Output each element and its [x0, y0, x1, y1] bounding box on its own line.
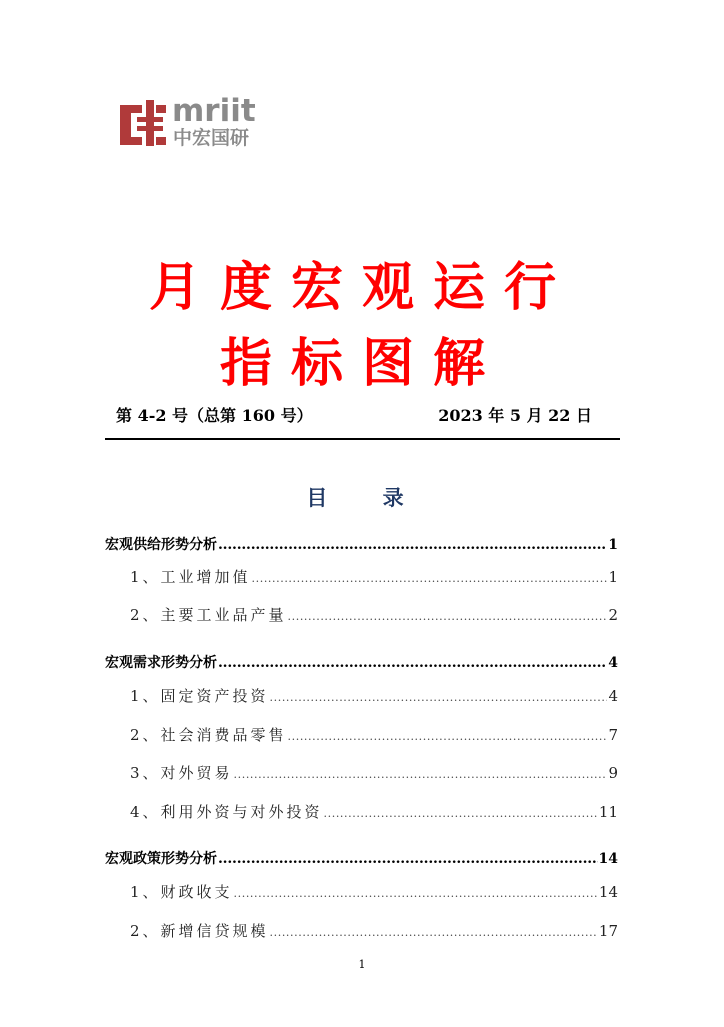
toc-leader: [324, 807, 598, 820]
toc-entry-label: 宏观需求形势分析: [105, 655, 217, 671]
toc-entry[interactable]: [105, 685, 618, 706]
toc-heading: 目 录: [306, 486, 428, 510]
toc-entry-page: 14: [598, 851, 618, 867]
brand-logo: [118, 93, 268, 153]
toc-leader: [252, 572, 608, 585]
toc-entry[interactable]: [105, 724, 618, 745]
logo-chinese-name: 中宏国研: [173, 127, 250, 149]
toc-entry-page: 7: [608, 726, 618, 744]
toc-entry[interactable]: [105, 566, 618, 587]
toc-leader: [234, 768, 608, 781]
toc-entry[interactable]: [105, 801, 618, 822]
toc-entry-page: 2: [608, 606, 618, 624]
toc-entry[interactable]: [105, 762, 618, 783]
toc-leader: [218, 655, 607, 671]
toc-entry-page: 1: [608, 568, 618, 586]
report-title-line1: 月度宏观运行: [148, 258, 575, 318]
toc-entry-label: 2、新增信贷规模: [130, 922, 269, 940]
toc-entry-label: 4、利用外资与对外投资: [130, 803, 323, 821]
toc-entry-page: 4: [608, 687, 618, 705]
toc-entry-label: 宏观供给形势分析: [105, 537, 217, 553]
toc-leader: [218, 537, 607, 553]
toc-entry[interactable]: [105, 881, 618, 902]
toc-leader: [288, 610, 608, 623]
toc-entry-page: 11: [598, 803, 618, 821]
toc-entry[interactable]: [105, 604, 618, 625]
toc-entry-label: 3、对外贸易: [130, 764, 233, 782]
toc-leader: [270, 926, 598, 939]
toc-entry-label: 2、社会消费品零售: [130, 726, 287, 744]
toc-entry[interactable]: [105, 652, 618, 672]
toc-leader: [270, 691, 608, 704]
toc-entry-label: 宏观政策形势分析: [105, 851, 217, 867]
toc-leader: [218, 851, 598, 867]
toc-leader: [234, 887, 598, 900]
logo-wordmark: mriit: [172, 93, 256, 129]
toc-entry-label: 1、财政收支: [130, 883, 233, 901]
toc-entry-label: 1、固定资产投资: [130, 687, 269, 705]
toc-entry-page: 17: [598, 922, 618, 940]
header-divider: [105, 438, 620, 440]
toc-leader: [288, 730, 608, 743]
logo-mark-icon: [118, 97, 168, 149]
toc-entry-page: 9: [608, 764, 618, 782]
page-number: 1: [358, 958, 366, 971]
issue-number: 第 4-2 号（总第 160 号）: [116, 406, 313, 425]
report-title-line2: 指标图解: [219, 334, 504, 394]
issue-date: 2023 年 5 月 22 日: [438, 406, 592, 425]
toc-entry[interactable]: [105, 920, 618, 941]
toc-entry[interactable]: [105, 848, 618, 868]
toc-entry-page: 1: [608, 537, 618, 553]
toc-entry-label: 2、主要工业品产量: [130, 606, 287, 624]
toc-entry-label: 1、工业增加值: [130, 568, 251, 586]
toc-entry-page: 4: [608, 655, 618, 671]
toc-entry[interactable]: [105, 534, 618, 554]
toc-entry-page: 14: [598, 883, 618, 901]
